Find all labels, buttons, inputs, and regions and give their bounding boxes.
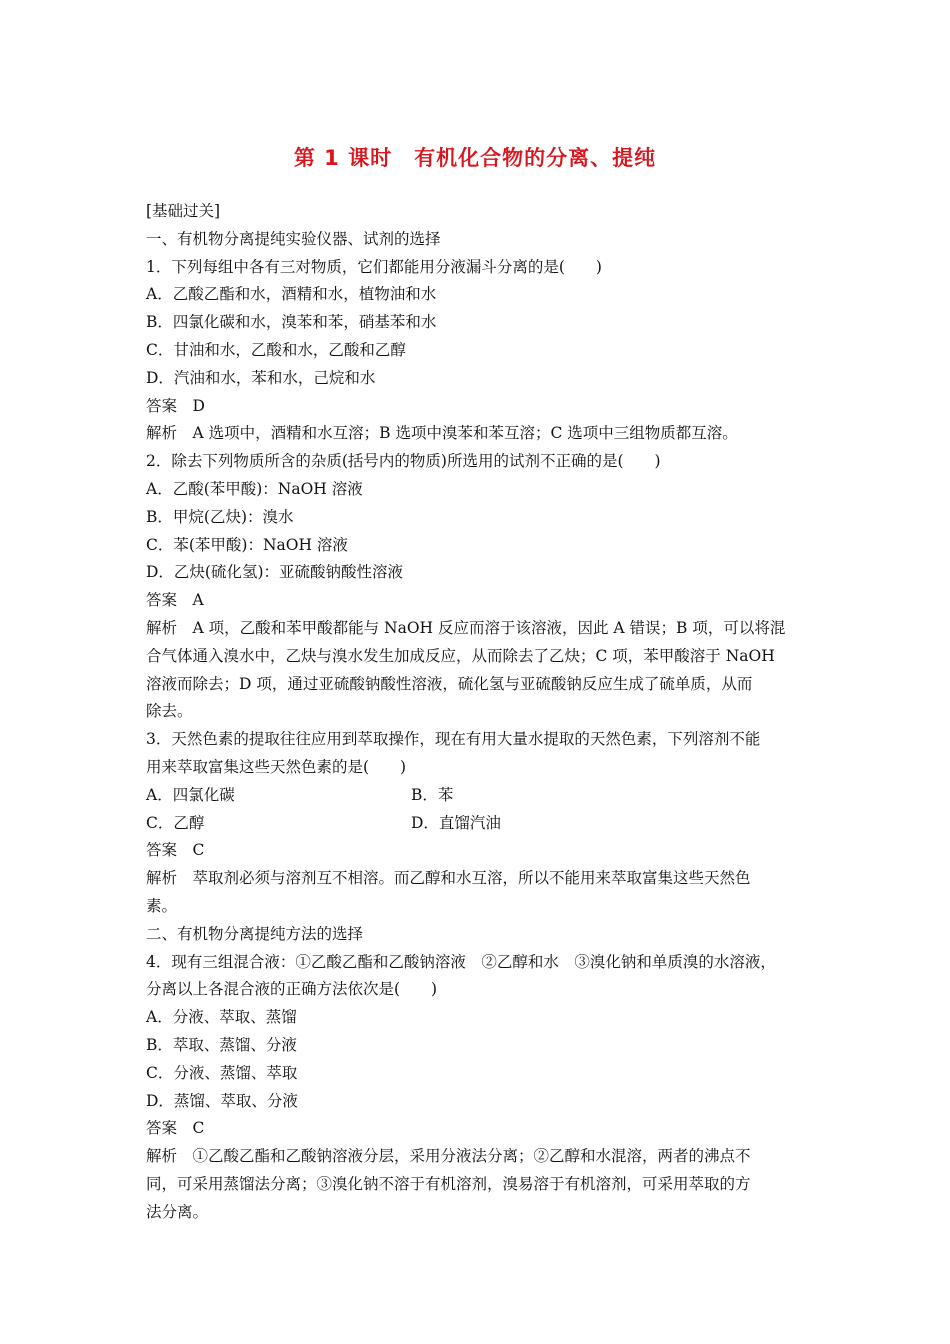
q2-stem: 2．除去下列物质所含的杂质(括号内的物质)所选用的试剂不正确的是( ) [146,452,661,471]
q3-option-d: D．直馏汽油 [411,813,501,832]
q4-option-d: D．蒸馏、萃取、分液 [146,1091,298,1110]
q2-analysis-line: 合气体通入溴水中，乙炔与溴水发生加成反应，从而除去了乙炔；C 项，苯甲酸溶于 NaOH [146,646,775,665]
q1-option-a: A．乙酸乙酯和水，酒精和水，植物油和水 [146,285,437,304]
q4-option-b: B．萃取、蒸馏、分液 [146,1035,297,1054]
q1-option-c: C．甘油和水，乙酸和水，乙酸和乙醇 [146,340,406,359]
q1-answer: 答案 D [146,396,205,415]
q1-analysis: 解析 A 选项中，酒精和水互溶；B 选项中溴苯和苯互溶；C 选项中三组物质都互溶。 [146,424,738,443]
q2-option-a: A．乙酸(苯甲酸)：NaOH 溶液 [146,479,363,498]
q4-stem-line: 分离以上各混合液的正确方法依次是( ) [146,980,438,999]
q4-analysis-line: 同，可采用蒸馏法分离；③溴化钠不溶于有机溶剂，溴易溶于有机溶剂，可采用萃取的方 [146,1174,751,1193]
part2-heading: 二、有机物分离提纯方法的选择 [146,924,364,943]
q1-option-d: D．汽油和水，苯和水，己烷和水 [146,368,376,387]
q4-option-c: C．分液、蒸馏、萃取 [146,1063,298,1082]
q3-option-c: C．乙醇 [146,813,205,832]
document-body [146,198,812,1226]
q1-option-b: B．四氯化碳和水，溴苯和苯，硝基苯和水 [146,313,437,332]
q4-stem-line: 4．现有三组混合液：①乙酸乙酯和乙酸钠溶液 ②乙醇和水 ③溴化钠和单质溴的水溶液， [146,952,776,971]
page-title: 第 1 课时 有机化合物的分离、提纯 [293,146,657,170]
q2-analysis-line: 溶液而除去；D 项，通过亚硫酸钠酸性溶液，硫化氢与亚硫酸钠反应生成了硫单质，从而 [146,674,753,693]
q3-options-row [146,810,812,838]
q4-option-a: A．分液、萃取、蒸馏 [146,1008,297,1027]
q3-option-a: A．四氯化碳 [146,785,235,804]
q1-stem: 1．下列每组中各有三对物质，它们都能用分液漏斗分离的是( ) [146,257,602,276]
q4-analysis-line: 解析 ①乙酸乙酯和乙酸钠溶液分层，采用分液法分离；②乙醇和水混溶，两者的沸点不 [146,1147,751,1166]
q2-option-c: C．苯(苯甲酸)：NaOH 溶液 [146,535,348,554]
q2-option-d: D．乙炔(硫化氢)：亚硫酸钠酸性溶液 [146,563,404,582]
section-label: [基础过关] [146,202,221,220]
q3-analysis-line: 解析 萃取剂必须与溶剂互不相溶。而乙醇和水互溶，所以不能用来萃取富集这些天然色 [146,869,751,888]
q3-analysis-line: 素。 [146,896,178,915]
q2-option-b: B．甲烷(乙炔)：溴水 [146,507,294,526]
q2-analysis-line: 除去。 [146,702,193,721]
q3-stem-line: 3．天然色素的提取往往应用到萃取操作，现在有用大量水提取的天然色素，下列溶剂不能 [146,730,761,749]
q2-analysis-line: 解析 A 项，乙酸和苯甲酸都能与 NaOH 反应而溶于该溶液，因此 A 错误；B 项，可以将混 [146,618,786,637]
q4-answer: 答案 C [146,1119,205,1138]
q3-options-row [146,782,812,810]
q4-analysis-line: 法分离。 [146,1202,209,1221]
q3-answer: 答案 C [146,841,205,860]
q2-answer: 答案 A [146,591,204,610]
q3-option-b: B．苯 [411,785,454,804]
q3-stem-line: 用来萃取富集这些天然色素的是( ) [146,757,407,776]
part1-heading: 一、有机物分离提纯实验仪器、试剂的选择 [146,229,441,248]
